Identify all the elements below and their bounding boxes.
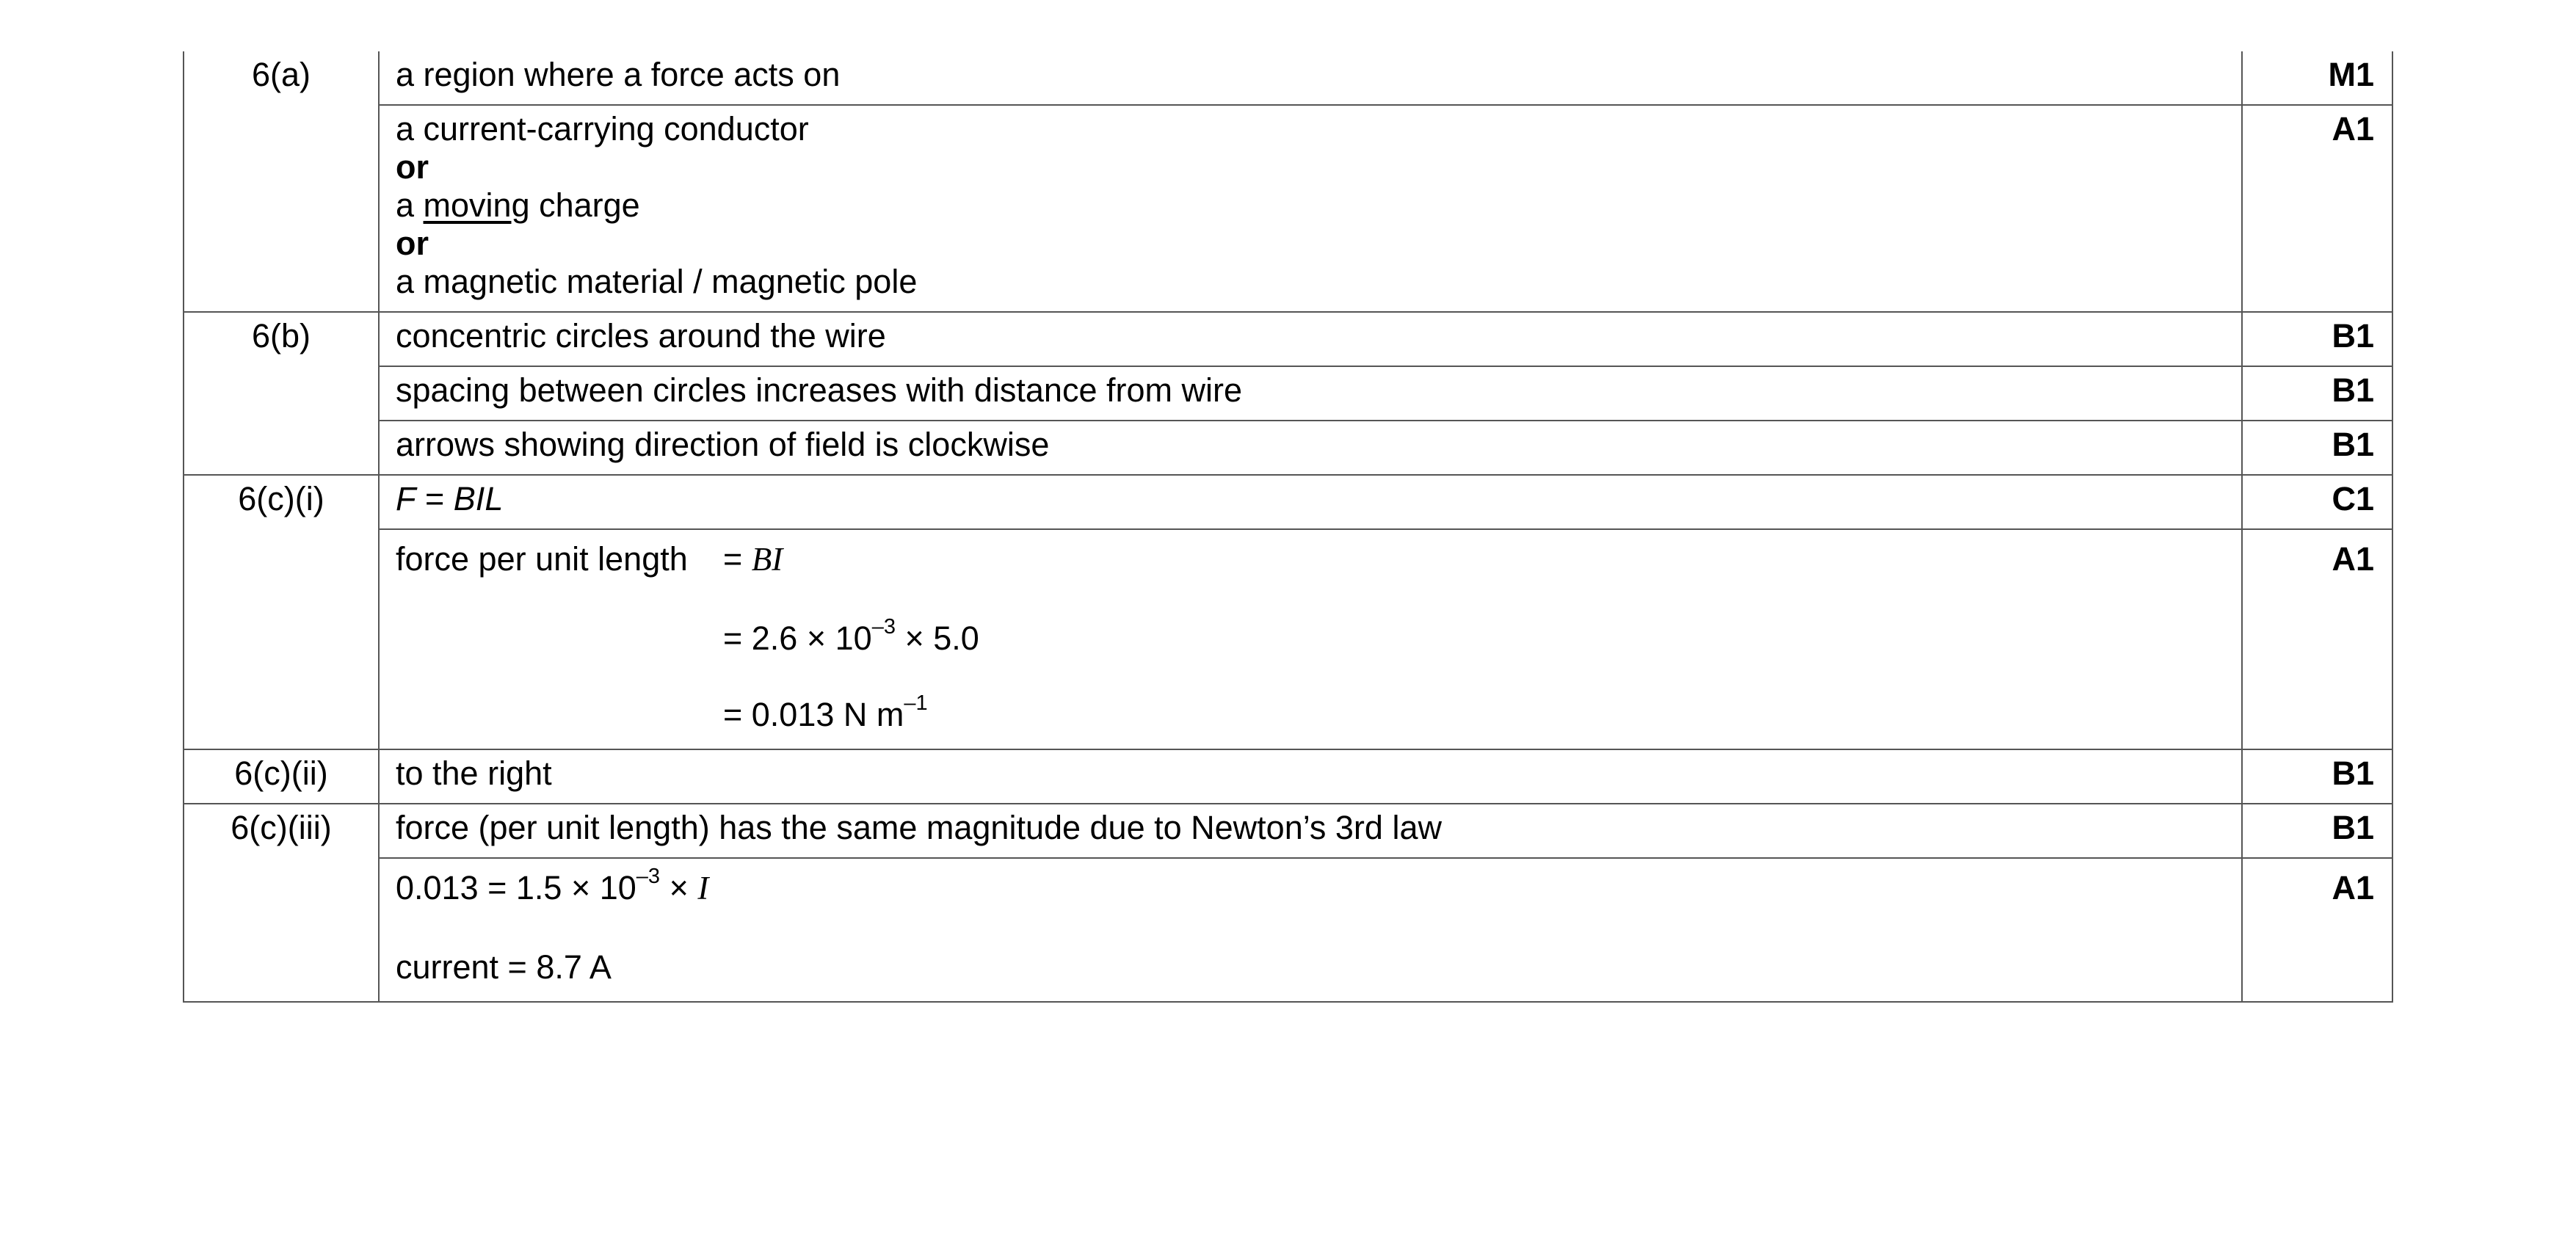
answer-text: a [396, 186, 424, 224]
equation-part: × 5.0 [895, 619, 979, 657]
answer-cell [379, 529, 2242, 749]
underlined-word: moving [423, 186, 530, 224]
answer-cell [379, 475, 2242, 529]
formula-variable: BI [751, 541, 783, 578]
answer-line [396, 186, 2241, 225]
equation-label: force per unit length [396, 540, 688, 578]
question-number: 6(a) [184, 51, 379, 312]
question-number: 6(c)(iii) [184, 804, 379, 1002]
answer-cell [379, 312, 2242, 366]
equation-line [396, 948, 2241, 986]
equation-part: = 0.013 N m [723, 696, 904, 733]
answer-cell [379, 105, 2242, 312]
answer-text: charge [529, 186, 640, 224]
table-row [184, 51, 2392, 105]
answer-text: concentric circles around the wire [396, 317, 886, 355]
formula-variable: F [396, 480, 416, 517]
formula-variable: I [697, 870, 709, 906]
equation-part: 0.013 = 1.5 × 10 [396, 869, 636, 906]
question-number: 6(b) [184, 312, 379, 475]
formula-variable: BIL [453, 480, 504, 517]
answer-cell [379, 858, 2242, 1002]
equation-text [723, 615, 979, 658]
mark-cell: M1 [2242, 51, 2392, 105]
equation-line [396, 691, 2241, 734]
equation-part: × [660, 869, 698, 906]
mark-cell: C1 [2242, 475, 2392, 529]
or-label: or [396, 225, 429, 262]
equation-line [396, 865, 2241, 907]
equation-part: = 2.6 × 10 [723, 619, 872, 657]
equation-line [396, 615, 2241, 658]
answer-line: a current-carrying conductor [396, 110, 809, 148]
equation-part: = [723, 540, 752, 578]
equation-text [723, 540, 783, 578]
table-row [184, 749, 2392, 804]
answer-text: arrows showing direction of field is clockwise [396, 426, 1050, 463]
answer-line: a magnetic material / magnetic pole [396, 263, 918, 300]
answer-text: spacing between circles increases with distance from wire [396, 371, 1242, 409]
answer-text: force (per unit length) has the same magnitude due to Newton’s 3rd law [396, 809, 1442, 846]
formula-operator: = [416, 480, 454, 517]
table-row [184, 421, 2392, 475]
mark-cell: B1 [2242, 749, 2392, 804]
question-number: 6(c)(i) [184, 475, 379, 749]
equation-line [396, 540, 2241, 578]
table-row [184, 312, 2392, 366]
exponent: –1 [904, 691, 928, 715]
mark-cell: A1 [2242, 105, 2392, 312]
equation-text: current = 8.7 A [396, 948, 612, 986]
equation-text [396, 865, 709, 907]
mark-cell: B1 [2242, 366, 2392, 421]
answer-text: to the right [396, 755, 552, 792]
equation-text [723, 691, 928, 734]
answer-text: a region where a force acts on [396, 56, 841, 93]
mark-cell: B1 [2242, 804, 2392, 858]
question-number: 6(c)(ii) [184, 749, 379, 804]
exponent: –3 [871, 615, 896, 639]
table-row [184, 858, 2392, 1002]
mark-cell: B1 [2242, 312, 2392, 366]
mark-cell: A1 [2242, 858, 2392, 1002]
answer-cell [379, 51, 2242, 105]
mark-scheme-table [183, 51, 2393, 1003]
table-row [184, 804, 2392, 858]
exponent: –3 [636, 865, 661, 888]
or-label: or [396, 148, 429, 186]
table-row [184, 529, 2392, 749]
answer-cell [379, 421, 2242, 475]
answer-cell [379, 804, 2242, 858]
table-row [184, 475, 2392, 529]
table-row [184, 366, 2392, 421]
answer-cell [379, 366, 2242, 421]
mark-cell: A1 [2242, 529, 2392, 749]
mark-cell: B1 [2242, 421, 2392, 475]
table-row [184, 105, 2392, 312]
answer-cell [379, 749, 2242, 804]
